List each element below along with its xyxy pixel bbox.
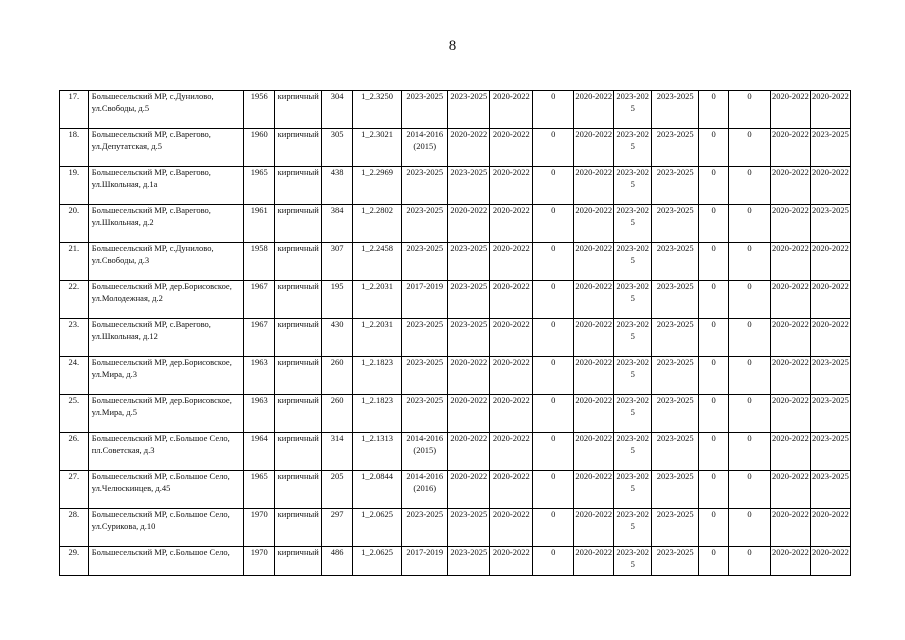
cell-count: 314 [322,433,353,471]
page-number: 8 [448,38,457,54]
cell-c2: 2020-2022 [448,129,490,167]
cell-c6: 2023-2025 [614,91,652,129]
cell-c5: 2020-2022 [574,509,614,547]
cell-c6: 2023-2025 [614,433,652,471]
cell-c11: 2023-2025 [810,357,850,395]
cell-year: 1967 [244,281,275,319]
cell-c5: 2020-2022 [574,547,614,576]
cell-c4: 0 [533,357,574,395]
cell-code: 1_2.2031 [353,319,402,357]
table-row [60,395,851,433]
cell-year: 1960 [244,129,275,167]
cell-c3: 2020-2022 [490,471,533,509]
cell-num: 17. [60,91,89,129]
cell-c4: 0 [533,205,574,243]
table-row [60,547,851,576]
cell-c3: 2020-2022 [490,205,533,243]
table-row [60,91,851,129]
cell-c11: 2023-2025 [810,471,850,509]
cell-c6: 2023-2025 [614,167,652,205]
cell-c7: 2023-2025 [652,547,699,576]
cell-num: 18. [60,129,89,167]
cell-code: 1_2.0844 [353,471,402,509]
table-row [60,167,851,205]
cell-c11: 2020-2022 [810,509,850,547]
cell-c11: 2020-2022 [810,167,850,205]
cell-c1: 2023-2025 [402,205,448,243]
cell-c9: 0 [728,547,770,576]
cell-c2: 2023-2025 [448,509,490,547]
housing-registry-table [59,90,851,576]
cell-c7: 2023-2025 [652,395,699,433]
cell-c5: 2020-2022 [574,205,614,243]
cell-c11: 2020-2022 [810,319,850,357]
cell-c8: 0 [699,471,729,509]
cell-c9: 0 [728,395,770,433]
cell-count: 486 [322,547,353,576]
cell-c5: 2020-2022 [574,91,614,129]
cell-address: Большесельский МР, с.Варегово, ул.Депутатская, д.5 [88,129,244,167]
cell-c2: 2023-2025 [448,547,490,576]
cell-c4: 0 [533,281,574,319]
cell-c10: 2020-2022 [770,547,810,576]
cell-address: Большесельский МР, с.Большое Село, [88,547,244,576]
cell-code: 1_2.2802 [353,205,402,243]
cell-c1: 2017-2019 [402,281,448,319]
cell-c9: 0 [728,205,770,243]
cell-c3: 2020-2022 [490,433,533,471]
cell-address: Большесельский МР, с.Варегово, ул.Школьная, д.2 [88,205,244,243]
cell-c2: 2023-2025 [448,91,490,129]
table-row [60,471,851,509]
cell-count: 384 [322,205,353,243]
cell-address: Большесельский МР, дер.Борисовское, ул.Мира, д.5 [88,395,244,433]
table-row [60,129,851,167]
table-row [60,281,851,319]
cell-code: 1_2.1823 [353,357,402,395]
cell-code: 1_2.0625 [353,547,402,576]
cell-code: 1_2.2031 [353,281,402,319]
table-row [60,319,851,357]
cell-num: 25. [60,395,89,433]
cell-c9: 0 [728,91,770,129]
cell-c5: 2020-2022 [574,357,614,395]
cell-c10: 2020-2022 [770,357,810,395]
cell-c3: 2020-2022 [490,281,533,319]
cell-c8: 0 [699,547,729,576]
cell-c7: 2023-2025 [652,281,699,319]
cell-c5: 2020-2022 [574,319,614,357]
cell-count: 307 [322,243,353,281]
cell-c1: 2023-2025 [402,243,448,281]
cell-count: 297 [322,509,353,547]
cell-c4: 0 [533,547,574,576]
cell-c1: 2014-2016 (2015) [402,433,448,471]
cell-c10: 2020-2022 [770,281,810,319]
cell-c10: 2020-2022 [770,129,810,167]
cell-c10: 2020-2022 [770,167,810,205]
cell-c8: 0 [699,129,729,167]
cell-c7: 2023-2025 [652,433,699,471]
cell-c1: 2023-2025 [402,91,448,129]
cell-c7: 2023-2025 [652,167,699,205]
cell-c11: 2023-2025 [810,129,850,167]
cell-c2: 2020-2022 [448,357,490,395]
cell-c8: 0 [699,319,729,357]
cell-c9: 0 [728,243,770,281]
cell-address: Большесельский МР, с.Большое Село, ул.Суриковa, д.10 [88,509,244,547]
cell-address: Большесельский МР, с.Варегово, ул.Школьная, д.12 [88,319,244,357]
cell-year: 1963 [244,357,275,395]
cell-c4: 0 [533,395,574,433]
cell-num: 19. [60,167,89,205]
cell-c11: 2023-2025 [810,395,850,433]
table-row [60,205,851,243]
cell-year: 1961 [244,205,275,243]
cell-c2: 2023-2025 [448,319,490,357]
cell-address: Большесельский МР, дер.Борисовское, ул.Мира, д.3 [88,357,244,395]
cell-address: Большесельский МР, с.Большое Село, пл.Советская, д.3 [88,433,244,471]
cell-year: 1970 [244,509,275,547]
cell-c9: 0 [728,471,770,509]
cell-c9: 0 [728,509,770,547]
cell-c7: 2023-2025 [652,205,699,243]
cell-c6: 2023-2025 [614,319,652,357]
cell-c3: 2020-2022 [490,395,533,433]
cell-c3: 2020-2022 [490,243,533,281]
cell-address: Большесельский МР, с.Дунилово, ул.Свободы, д.3 [88,243,244,281]
cell-c11: 2020-2022 [810,281,850,319]
cell-year: 1958 [244,243,275,281]
cell-c1: 2014-2016 (2015) [402,129,448,167]
cell-count: 260 [322,395,353,433]
cell-code: 1_2.1313 [353,433,402,471]
cell-c2: 2020-2022 [448,205,490,243]
table-row [60,433,851,471]
cell-c4: 0 [533,433,574,471]
cell-c10: 2020-2022 [770,395,810,433]
cell-code: 1_2.2969 [353,167,402,205]
cell-c1: 2023-2025 [402,395,448,433]
cell-count: 260 [322,357,353,395]
cell-num: 20. [60,205,89,243]
cell-count: 195 [322,281,353,319]
cell-code: 1_2.2458 [353,243,402,281]
cell-c5: 2020-2022 [574,433,614,471]
cell-c6: 2023-2025 [614,509,652,547]
cell-count: 304 [322,91,353,129]
cell-c4: 0 [533,319,574,357]
cell-c10: 2020-2022 [770,319,810,357]
cell-c9: 0 [728,357,770,395]
cell-num: 29. [60,547,89,576]
cell-c1: 2023-2025 [402,319,448,357]
cell-c8: 0 [699,91,729,129]
cell-material: кирпичный [275,319,322,357]
cell-c1: 2023-2025 [402,509,448,547]
cell-material: кирпичный [275,129,322,167]
cell-address: Большесельский МР, с.Дунилово, ул.Свободы, д.5 [88,91,244,129]
cell-c1: 2014-2016 (2016) [402,471,448,509]
cell-num: 23. [60,319,89,357]
cell-c2: 2023-2025 [448,243,490,281]
cell-year: 1970 [244,547,275,576]
cell-c2: 2023-2025 [448,281,490,319]
cell-c8: 0 [699,357,729,395]
cell-c2: 2023-2025 [448,167,490,205]
cell-c8: 0 [699,205,729,243]
cell-year: 1967 [244,319,275,357]
cell-c6: 2023-2025 [614,471,652,509]
cell-c9: 0 [728,281,770,319]
cell-c2: 2020-2022 [448,395,490,433]
cell-c7: 2023-2025 [652,357,699,395]
cell-material: кирпичный [275,509,322,547]
cell-code: 1_2.1823 [353,395,402,433]
cell-c10: 2020-2022 [770,205,810,243]
cell-c5: 2020-2022 [574,243,614,281]
cell-c2: 2020-2022 [448,433,490,471]
cell-c10: 2020-2022 [770,471,810,509]
cell-material: кирпичный [275,167,322,205]
cell-num: 27. [60,471,89,509]
cell-c7: 2023-2025 [652,243,699,281]
cell-count: 205 [322,471,353,509]
cell-code: 1_2.0625 [353,509,402,547]
cell-year: 1965 [244,167,275,205]
cell-c3: 2020-2022 [490,91,533,129]
cell-material: кирпичный [275,471,322,509]
cell-c5: 2020-2022 [574,129,614,167]
cell-c7: 2023-2025 [652,319,699,357]
cell-c9: 0 [728,167,770,205]
cell-c1: 2023-2025 [402,167,448,205]
cell-c7: 2023-2025 [652,91,699,129]
cell-c9: 0 [728,129,770,167]
cell-material: кирпичный [275,357,322,395]
cell-c11: 2023-2025 [810,433,850,471]
cell-c4: 0 [533,471,574,509]
cell-c3: 2020-2022 [490,357,533,395]
cell-c6: 2023-2025 [614,281,652,319]
cell-c11: 2023-2025 [810,205,850,243]
cell-code: 1_2.3250 [353,91,402,129]
cell-c10: 2020-2022 [770,509,810,547]
cell-address: Большесельский МР, с.Варегово, ул.Школьная, д.1а [88,167,244,205]
cell-c1: 2023-2025 [402,357,448,395]
cell-c4: 0 [533,91,574,129]
cell-year: 1964 [244,433,275,471]
cell-c3: 2020-2022 [490,547,533,576]
cell-c11: 2020-2022 [810,547,850,576]
cell-c5: 2020-2022 [574,281,614,319]
cell-year: 1965 [244,471,275,509]
cell-material: кирпичный [275,547,322,576]
cell-c7: 2023-2025 [652,471,699,509]
cell-c5: 2020-2022 [574,167,614,205]
cell-c8: 0 [699,509,729,547]
cell-c11: 2020-2022 [810,91,850,129]
cell-material: кирпичный [275,433,322,471]
cell-c2: 2020-2022 [448,471,490,509]
cell-material: кирпичный [275,91,322,129]
cell-year: 1956 [244,91,275,129]
cell-c7: 2023-2025 [652,129,699,167]
cell-num: 21. [60,243,89,281]
cell-material: кирпичный [275,205,322,243]
cell-count: 430 [322,319,353,357]
cell-num: 28. [60,509,89,547]
cell-count: 438 [322,167,353,205]
cell-count: 305 [322,129,353,167]
cell-c10: 2020-2022 [770,433,810,471]
cell-c4: 0 [533,129,574,167]
cell-address: Большесельский МР, дер.Борисовское, ул.Молодежная, д.2 [88,281,244,319]
cell-c1: 2017-2019 [402,547,448,576]
cell-c8: 0 [699,281,729,319]
cell-c11: 2020-2022 [810,243,850,281]
cell-c5: 2020-2022 [574,395,614,433]
cell-material: кирпичный [275,243,322,281]
cell-c10: 2020-2022 [770,91,810,129]
cell-c8: 0 [699,395,729,433]
cell-c6: 2023-2025 [614,395,652,433]
cell-c6: 2023-2025 [614,205,652,243]
cell-c8: 0 [699,167,729,205]
cell-material: кирпичный [275,395,322,433]
cell-c6: 2023-2025 [614,129,652,167]
cell-c3: 2020-2022 [490,509,533,547]
cell-c6: 2023-2025 [614,243,652,281]
cell-c3: 2020-2022 [490,129,533,167]
cell-c7: 2023-2025 [652,509,699,547]
cell-c6: 2023-2025 [614,547,652,576]
cell-c3: 2020-2022 [490,167,533,205]
cell-num: 24. [60,357,89,395]
table-row [60,509,851,547]
table-row [60,357,851,395]
cell-c9: 0 [728,319,770,357]
cell-code: 1_2.3021 [353,129,402,167]
cell-num: 26. [60,433,89,471]
cell-c4: 0 [533,167,574,205]
cell-c8: 0 [699,433,729,471]
cell-c8: 0 [699,243,729,281]
cell-c3: 2020-2022 [490,319,533,357]
cell-year: 1963 [244,395,275,433]
cell-c5: 2020-2022 [574,471,614,509]
cell-c9: 0 [728,433,770,471]
cell-num: 22. [60,281,89,319]
cell-material: кирпичный [275,281,322,319]
cell-c10: 2020-2022 [770,243,810,281]
cell-c4: 0 [533,243,574,281]
cell-c4: 0 [533,509,574,547]
cell-c6: 2023-2025 [614,357,652,395]
cell-address: Большесельский МР, с.Большое Село, ул.Челюскинцев, д.45 [88,471,244,509]
table-row [60,243,851,281]
